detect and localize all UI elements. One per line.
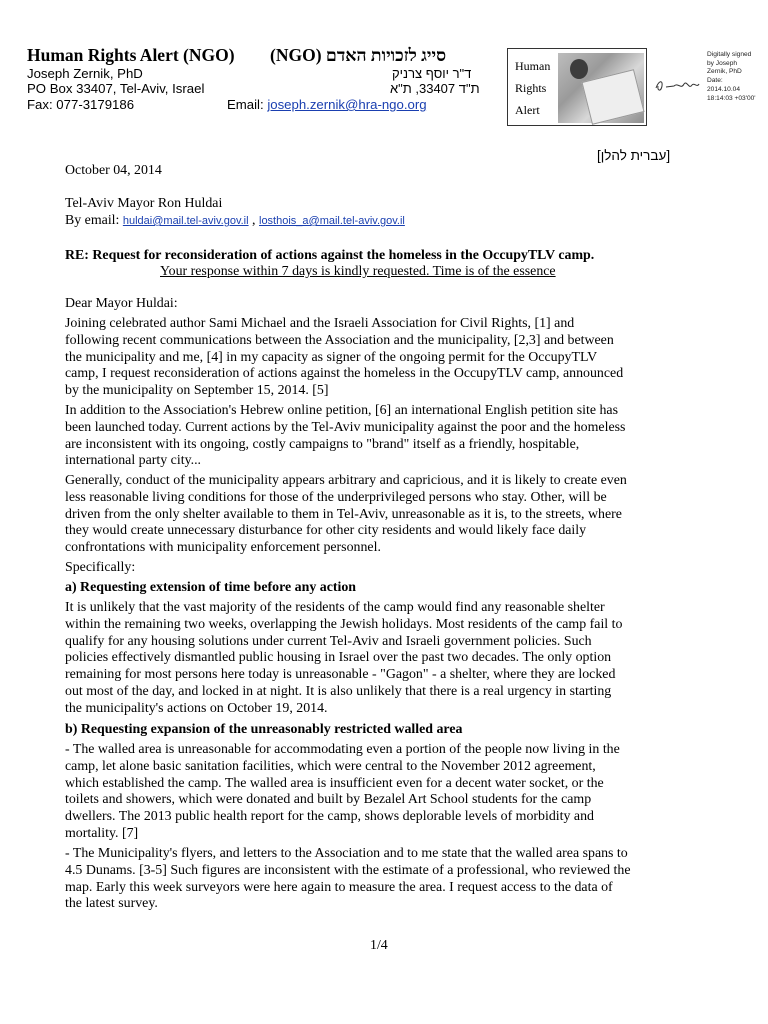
email-label: Email:: [227, 97, 268, 112]
by-email-label: By email:: [65, 213, 123, 228]
signature-scribble-icon: [654, 76, 700, 96]
sender-address: PO Box 33407, Tel-Aviv, Israel: [27, 81, 205, 96]
paragraph-line: within the remaining two weeks, overlapping the Jewish holidays. Most residents of the camp fail to: [65, 616, 623, 632]
paragraph-line: they would create unnecessary disturbance for other city residents and would likely face daily: [65, 523, 587, 539]
paragraph-line: the latest survey.: [65, 896, 158, 912]
paragraph-2: [65, 403, 705, 470]
paragraph-5: [65, 742, 705, 843]
logo-word-human: Human: [515, 59, 551, 73]
paragraph-line: 4.5 Dunams. [3-5] Such figures are inconsistent with the estimate of a professional, who reviewed the: [65, 862, 631, 878]
logo-word-rights: Rights: [515, 81, 547, 95]
sender-fax: Fax: 077-3179186: [27, 97, 135, 112]
paragraph-line: confrontations with municipality enforcement personnel.: [65, 540, 381, 556]
paragraph-line: following recent communications between the Association and the municipality, [2,3] and between: [65, 332, 614, 348]
org-name: Human Rights Alert (NGO): [27, 45, 235, 65]
sender-name-hebrew: ד"ר יוסף צרניק: [392, 66, 472, 81]
page-number: 1/4: [370, 938, 388, 953]
paragraph-line: driven from the only shelter available to them in Tel-Aviv, unreasonable as it is, to the streets, where: [65, 506, 622, 522]
response-request: Your response within 7 days is kindly requested. Time is of the essence: [160, 264, 556, 279]
paragraph-1: [65, 316, 705, 400]
specifically-label: Specifically:: [65, 560, 136, 575]
paragraph-line: In addition to the Association's Hebrew online petition, [6] an international English petition site has: [65, 403, 619, 418]
paragraph-line: mortality. [7]: [65, 825, 139, 841]
paragraph-line: international party city...: [65, 453, 202, 469]
addressee: Tel-Aviv Mayor Ron Huldai: [65, 196, 223, 211]
sender-email-line: [227, 97, 427, 112]
recipient-email-link-2[interactable]: losthois_a@mail.tel-aviv.gov.il: [259, 215, 405, 227]
paragraph-line: policies effectively dismantled public housing in Israel over the past two decades. The only option: [65, 650, 612, 666]
paragraph-line: been launched today. Current actions by the Tel-Aviv municipality against the poor and the homeless: [65, 419, 626, 435]
paragraph-line: It is unlikely that the vast majority of the residents of the camp would find any reasonable shelter: [65, 600, 605, 615]
paragraph-line: qualify for any housing solutions under current Tel-Aviv and Israeli government policies. Such: [65, 633, 592, 649]
paragraph-line: toilets and showers, which were donated and built by Bezalel Art School students for the camp: [65, 792, 592, 808]
letter-date: October 04, 2014: [65, 163, 162, 178]
paragraph-line: remaining for most persons here today is unreasonable - "Gagon" - a shelter, where they are locked: [65, 667, 616, 683]
logo-word-alert: Alert: [515, 103, 540, 117]
logo-photo: [558, 53, 644, 123]
paragraph-line: the municipality's actions on October 19, 2014.: [65, 700, 328, 716]
email-separator: ,: [248, 213, 259, 228]
paragraph-4: [65, 600, 705, 718]
paragraph-3: [65, 473, 705, 557]
paragraph-line: dwellers. The 2013 public health report for the camp, shows deplorable levels of morbidity and: [65, 809, 594, 825]
paragraph-line: out most of the day, and locked in at night. It is also unlikely that there is a real urgency in starting: [65, 683, 612, 699]
heading-b: b) Requesting expansion of the unreasonably restricted walled area: [65, 722, 463, 737]
hebrew-below-note: [עברית להלן]: [597, 148, 671, 163]
paragraph-6: [65, 846, 705, 913]
paragraph-line: - The Municipality's flyers, and letters to the Association and to me state that the walled area spans to: [65, 846, 628, 861]
org-name-hebrew: (NGO) סייג לזכויות האדם: [270, 45, 447, 65]
paragraph-line: Generally, conduct of the municipality appears arbitrary and capricious, and it is likely to create even: [65, 473, 627, 488]
by-email-line: [65, 213, 405, 229]
paragraph-line: Joining celebrated author Sami Michael and the Israeli Association for Civil Rights, [1] and: [65, 316, 575, 331]
sender-address-hebrew: ת"ד 33407, ת"א: [390, 81, 480, 96]
recipient-email-link-1[interactable]: huldai@mail.tel-aviv.gov.il: [122, 215, 249, 227]
paragraph-line: by the municipality on September 15, 2014. [5]: [65, 383, 329, 399]
hra-logo: [507, 48, 647, 126]
salutation: Dear Mayor Huldai:: [65, 296, 178, 311]
paragraph-line: - The walled area is unreasonable for accommodating even a portion of the people now living in the: [65, 742, 620, 757]
paragraph-line: camp, let alone basic sanitation facilities, which were central to the November 2012 agreement,: [65, 758, 596, 774]
paragraph-line: map. Early this week surveyors were here again to measure the area. I request access to the data of: [65, 879, 613, 895]
paragraph-line: less reasonable living conditions for those of the underprivileged persons who stay. Other, will be: [65, 489, 607, 505]
sender-name: Joseph Zernik, PhD: [27, 66, 143, 81]
digital-signature-text: Digitally signed by Joseph Zernik, PhD Date: 2014.10.04 18:14:03 +03'00': [707, 51, 756, 102]
heading-a: a) Requesting extension of time before any action: [65, 580, 357, 595]
sender-email-link[interactable]: joseph.zernik@hra-ngo.org: [267, 97, 427, 112]
paragraph-line: are inconsistent with its ongoing, costly campaigns to "brand" itself as a friendly, hospitable,: [65, 436, 580, 452]
paragraph-line: the municipality and me, [4] in my capacity as signer of the ongoing permit for the OccupyTLV: [65, 349, 598, 365]
paragraph-line: which established the camp. The walled area is insufficient even for a decent water socket, or the: [65, 775, 604, 791]
paragraph-line: camp, I request reconsideration of actions against the homeless in the OccupyTLV camp, announced: [65, 366, 624, 382]
subject-line: RE: Request for reconsideration of actions against the homeless in the OccupyTLV camp.: [65, 248, 595, 263]
